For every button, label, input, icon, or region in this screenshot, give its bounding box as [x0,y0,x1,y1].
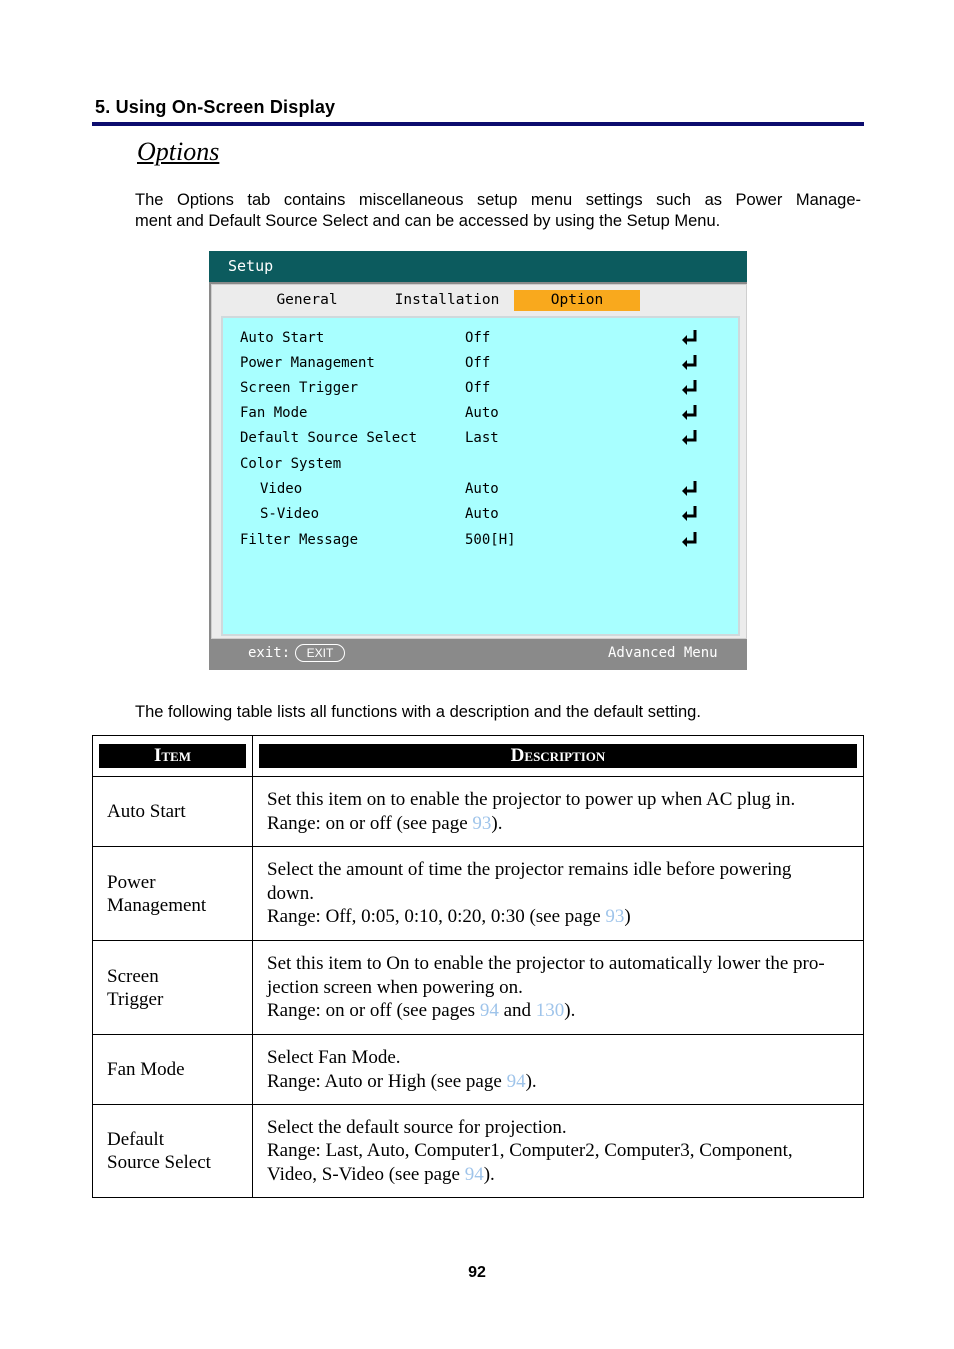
tab-installation[interactable]: Installation [394,292,500,308]
page-title: Options [137,137,220,166]
item-header: Item [99,744,246,768]
menu-row-value: Off [465,380,491,396]
page-link[interactable]: 94 [464,1163,484,1185]
menu-row-value: Auto [465,506,499,522]
table-header-row [93,736,864,777]
menu-row-s-video[interactable] [223,506,738,528]
range-line [267,1163,855,1187]
menu-row-label: S-Video [260,506,320,522]
menu-row-value: Auto [465,481,499,497]
description-cell [253,1105,864,1198]
table-row [93,941,864,1035]
menu-row-label: Default Source Select [240,430,418,446]
menu-row-value: Off [465,355,491,371]
description-cell [253,941,864,1035]
page-link[interactable]: 93 [472,812,492,834]
tab-option[interactable]: Option [514,290,640,311]
description-cell [253,847,864,941]
range-text: Range: Auto or High (see page [267,1070,507,1092]
range-line [267,905,855,929]
range-text: Video, S-Video (see page [267,1163,465,1185]
menu-row-filter-message[interactable] [223,532,738,554]
menu-row-value: Auto [465,405,499,421]
menu-row-power-management[interactable] [223,355,738,377]
description-line: down. [267,882,314,904]
functions-table [92,735,864,1198]
table-intro: The following table lists all functions with a description and the default setting. [135,703,701,721]
menu-row-auto-start[interactable] [223,330,738,352]
item-cell [93,1105,253,1198]
description-line: Select the amount of time the projector remains idle before powering [267,859,792,881]
exit-button[interactable]: EXIT [295,644,345,662]
table-row [93,777,864,847]
menu-row-value: Off [465,330,491,346]
menu-row-value: Last [465,430,499,446]
range-text: Range: Off, 0:05, 0:10, 0:20, 0:30 (see page [267,906,606,928]
intro-line-2: ment and Default Source Select and can be accessed by using the Setup Menu. [135,212,721,230]
table-row [93,1105,864,1198]
menu-row-label: Video [260,481,303,497]
menu-row-screen-trigger[interactable] [223,380,738,402]
item-name-line: Management [107,894,207,916]
description-cell [253,1035,864,1105]
advanced-menu-link[interactable]: Advanced Menu [608,645,718,661]
description-line: Range: Last, Auto, Computer1, Computer2, Computer3, Component, [267,1140,793,1162]
enter-icon [681,403,699,421]
menu-row-label: Screen Trigger [240,380,359,396]
range-line [267,999,855,1023]
page-link[interactable]: 130 [535,1000,565,1022]
setup-menu-titlebar [209,251,747,282]
menu-row-default-source-select[interactable] [223,430,738,452]
description-line: Set this item to On to enable the projector to automatically lower the pro- [267,953,825,975]
tab-general[interactable]: General [276,292,338,308]
range-end: ). [491,812,503,834]
description-line: Set this item on to enable the projector to power up when AC plug in. [267,789,796,810]
description-header-cell [253,736,864,777]
page-link[interactable]: 94 [506,1070,526,1092]
item-name-line: Source Select [107,1152,211,1173]
item-name: Auto Start [107,801,186,822]
item-header-cell [93,736,253,777]
range-line [267,812,855,836]
enter-icon [681,353,699,371]
menu-row-fan-mode[interactable] [223,405,738,427]
menu-row-label: Color System [240,456,342,472]
item-cell [93,777,253,847]
table-row [93,847,864,941]
item-cell [93,941,253,1035]
item-name: Fan Mode [107,1059,185,1080]
setup-menu-footer [209,639,747,670]
page-number: 92 [468,1264,486,1281]
description-line: Select the default source for projection. [267,1116,567,1138]
intro-paragraph [135,190,861,232]
description-line: jection screen when powering on. [267,976,523,998]
enter-icon [681,328,699,346]
menu-row-label: Power Management [240,355,375,371]
range-text: Range: on or off (see pages [267,1000,480,1022]
range-line [267,1070,855,1094]
section-heading: 5. Using On-Screen Display [95,97,336,117]
enter-icon [681,530,699,548]
exit-label: exit: [248,645,291,661]
description-line: Select Fan Mode. [267,1047,401,1068]
heading-rule [92,122,864,126]
description-header: Description [259,744,857,768]
range-end: ). [564,1000,576,1022]
item-name-line: Default [107,1129,164,1150]
item-cell [93,847,253,941]
setup-menu-screenshot [209,251,747,670]
enter-icon [681,504,699,522]
setup-menu-panel [211,284,747,639]
item-name-line: Power [107,871,156,893]
range-end: ). [483,1163,495,1185]
table-row [93,1035,864,1105]
description-cell [253,777,864,847]
setup-menu-title: Setup [228,257,274,275]
range-mid: and [498,1000,536,1022]
enter-icon [681,378,699,396]
menu-row-label: Fan Mode [240,405,308,421]
page-link[interactable]: 93 [605,906,625,928]
item-cell [93,1035,253,1105]
menu-row-video[interactable] [223,481,738,503]
enter-icon [681,428,699,446]
range-text: Range: on or off (see page [267,812,473,834]
item-name-line: Trigger [107,988,164,1010]
enter-icon [681,479,699,497]
option-settings-list [221,316,740,636]
intro-line-1: The Options tab contains miscellaneous setup menu settings such as Power Manage- [135,191,861,209]
page-link[interactable]: 94 [479,1000,499,1022]
menu-row-value: 500[H] [465,532,516,548]
range-end: ). [525,1070,537,1092]
menu-row-label: Auto Start [240,330,325,346]
item-name-line: Screen [107,965,159,987]
menu-row-color-system [223,456,738,478]
menu-row-label: Filter Message [240,532,359,548]
range-end: ) [624,906,631,928]
